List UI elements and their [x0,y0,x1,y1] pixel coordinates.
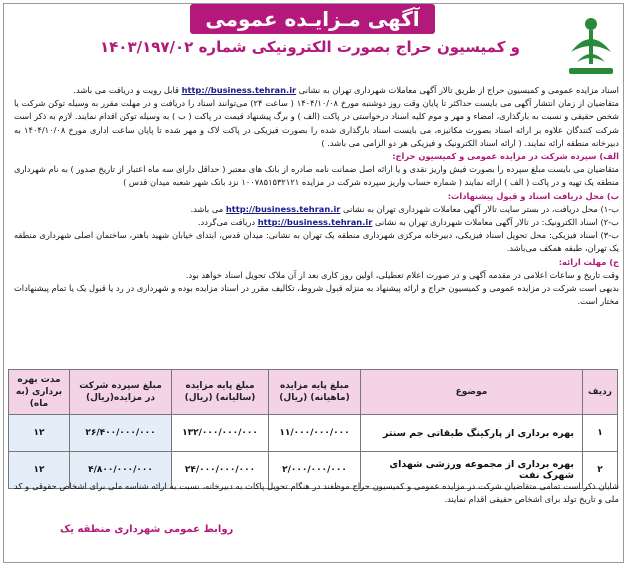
tehran-municipality-logo-icon [561,6,621,78]
b2-text: ب-۲) اسناد الکترونیک: در تالار آگهی معاملات شهرداری تهران به نشانی [374,217,619,228]
row-number: ۲ [583,452,618,489]
section-b3: ب-۳) اسناد فیزیکی: محل تحویل اسناد فیزیکی، دبیرخانه مرکزی شهرداری منطقه یک تهران به نشانی: میدان قدس، ابتدای خیابان شهید باهنر، ساختمان اصلی شهرداری منطقه یک تهران، طبقه همکف می‌باشد. [14,230,619,254]
header-subject: موضوع [361,370,583,415]
signature: روابط عمومی شهرداری منطقه یک [60,524,234,535]
header-deposit: مبلغ سپرده شرکت در مزایده(ریال) [70,370,172,415]
b2-end: دریافت می‌گردد. [197,217,256,228]
section-a-text: متقاضیان می بایست مبلغ سپرده را بصورت فیش واریز نقدی و یا ارائه اصل ضمانت نامه صادره از بانک های معتبر ( حداقل دارای سه ماه اعتبار از تاریخ صدور ) به نام شهرداری منطقه یک تهیه و در پاکت ( الف ) ارائه نمایند ( شماره حساب واریز سپرده شرکت در مزایده ۱۰۰۷۸۵۱۵۳۲۱۲۱ نزد بانک شهر شعبه میدان قدس ) [14,164,619,188]
header-row-number: ردیف [583,370,618,415]
row-duration: ۱۲ [9,452,70,489]
subtitle-prefix: شماره [198,38,247,56]
section-c-text-2: بدیهی است شرکت در مزایده عمومی و کمیسیون حراج و ارائه پیشنهاد به منزله قبول شروط، تکالیف مقرر در اسناد مزایده بوده و شهرداری در رد یا قبول یک یا تمام پیشنهادات مختار است. [14,283,619,307]
b1-text: ب-۱) محل دریافت، در بستر سایت تالار آگهی معاملات شهرداری تهران به نشانی [343,203,619,214]
row-yearly-price: ۱۳۲/۰۰۰/۰۰۰/۰۰۰ [172,415,269,452]
tender-table [8,369,618,489]
row-number: ۱ [583,415,618,452]
table-header-row [9,370,618,415]
section-a-title: الف) سپرده شرکت در مزایده عمومی و کمیسیون حراج: [392,151,619,162]
intro-text [14,84,619,308]
header-monthly-price: مبلغ پایه مزایده (ماهیانه) (ریال) [269,370,361,415]
section-b1 [14,203,619,216]
subtitle-text: و کمیسیون حراج بصورت الکترونیکی [251,38,521,56]
section-b-title: ب) محل دریافت اسناد و قبول پیشنهادات: [447,190,619,201]
section-c-title: ج) مهلت ارائه: [558,256,619,267]
row-monthly-price: ۱۱/۰۰۰/۰۰۰/۰۰۰ [269,415,361,452]
b2-link[interactable]: http://business.tehran.ir [257,217,373,228]
intro-p1-end: قابل رویت و دریافت می باشد. [73,85,179,95]
table-row [9,415,618,452]
business-link[interactable]: http://business.tehran.ir [181,85,297,95]
row-monthly-price: ۲/۰۰۰/۰۰۰/۰۰۰ [269,452,361,489]
row-duration: ۱۲ [9,415,70,452]
row-deposit: ۴/۸۰۰/۰۰۰/۰۰۰ [70,452,172,489]
tender-number: ۱۴۰۳/۱۹۷/۰۲ [99,38,194,56]
b1-link[interactable]: http://business.tehran.ir [225,203,341,214]
subtitle [70,38,550,56]
section-b2 [14,216,619,229]
page-title: آگهی مـزایـده عمومی [190,4,435,34]
b1-end: می باشد. [190,203,224,214]
row-subject: بهره برداری از پارکینگ طبقاتی جم سنتر [361,415,583,452]
intro-p1-text: اسناد مزایده عمومی و کمیسیون حراج از طریق تالار آگهی معاملات شهرداری تهران به نشانی [298,85,619,95]
row-yearly-price: ۲۴/۰۰۰/۰۰۰/۰۰۰ [172,452,269,489]
section-c-text: وقت تاریخ و ساعات اعلامی در مقدمه آگهی و در صورت اعلام تعطیلی، اولین روز کاری بعد از آن ملاک تحویل اسناد خواهد بود. [185,269,619,280]
intro-paragraph-2: متقاضیان از زمان انتشار آگهی می بایست حداکثر تا پایان وقت روز دوشنبه مورخ ۱۴۰۴/۱۰/۰۸ ( ساعت ۲۴) می‌توانند اسناد را دریافت و در مهلت مقرر به وسیله توکن شرکت یا شخص حقیقی و نسبت به بارگذاری، امضاء و مهر و موم کلیه اسناد درخواستی در پاکت (الف ) و برگ پیشنهاد قیمت در پاکت ( ب ) به وسیله توکن اقدام نمایند. لازم به ذکر است شرکت کنندگان علاوه بر ارائه اسناد بصورت مکانیزه، می بایست اسناد بارگذاری شده را بصورت فیزیکی در پاکت لاک و مهر شده تا پایان ساعت اداری مورخ ۱۴۰۴/۱۰/۰۸ به دبیرخانه منطقه ارائه نمایند. ( ارائه اسناد الکترونیک و فیزیکی هر دو الزامی می باشد. ) [14,98,619,148]
intro-paragraph-1 [14,84,619,97]
header-duration: مدت بهره برداری (به ماه) [9,370,70,415]
footer-note: شایان ذکر است تمامی متقاضیان شرکت در مزایده عمومی و کمیسیون حراج موظفند در هنگام تحویل پاکات به دبیرخانه، نسبت به ارائه شناسه ملی برای اشخاص حقوقی و کد ملی و تاریخ تولد برای اشخاص حقیقی اقدام نمایند. [14,481,619,504]
header-yearly-price: مبلغ پایه مزایده (سالیانه) (ریال) [172,370,269,415]
row-subject: بهره برداری از مجموعه ورزشی شهدای شهرک نفت [361,452,583,489]
row-deposit: ۲۶/۴۰۰/۰۰۰/۰۰۰ [70,415,172,452]
